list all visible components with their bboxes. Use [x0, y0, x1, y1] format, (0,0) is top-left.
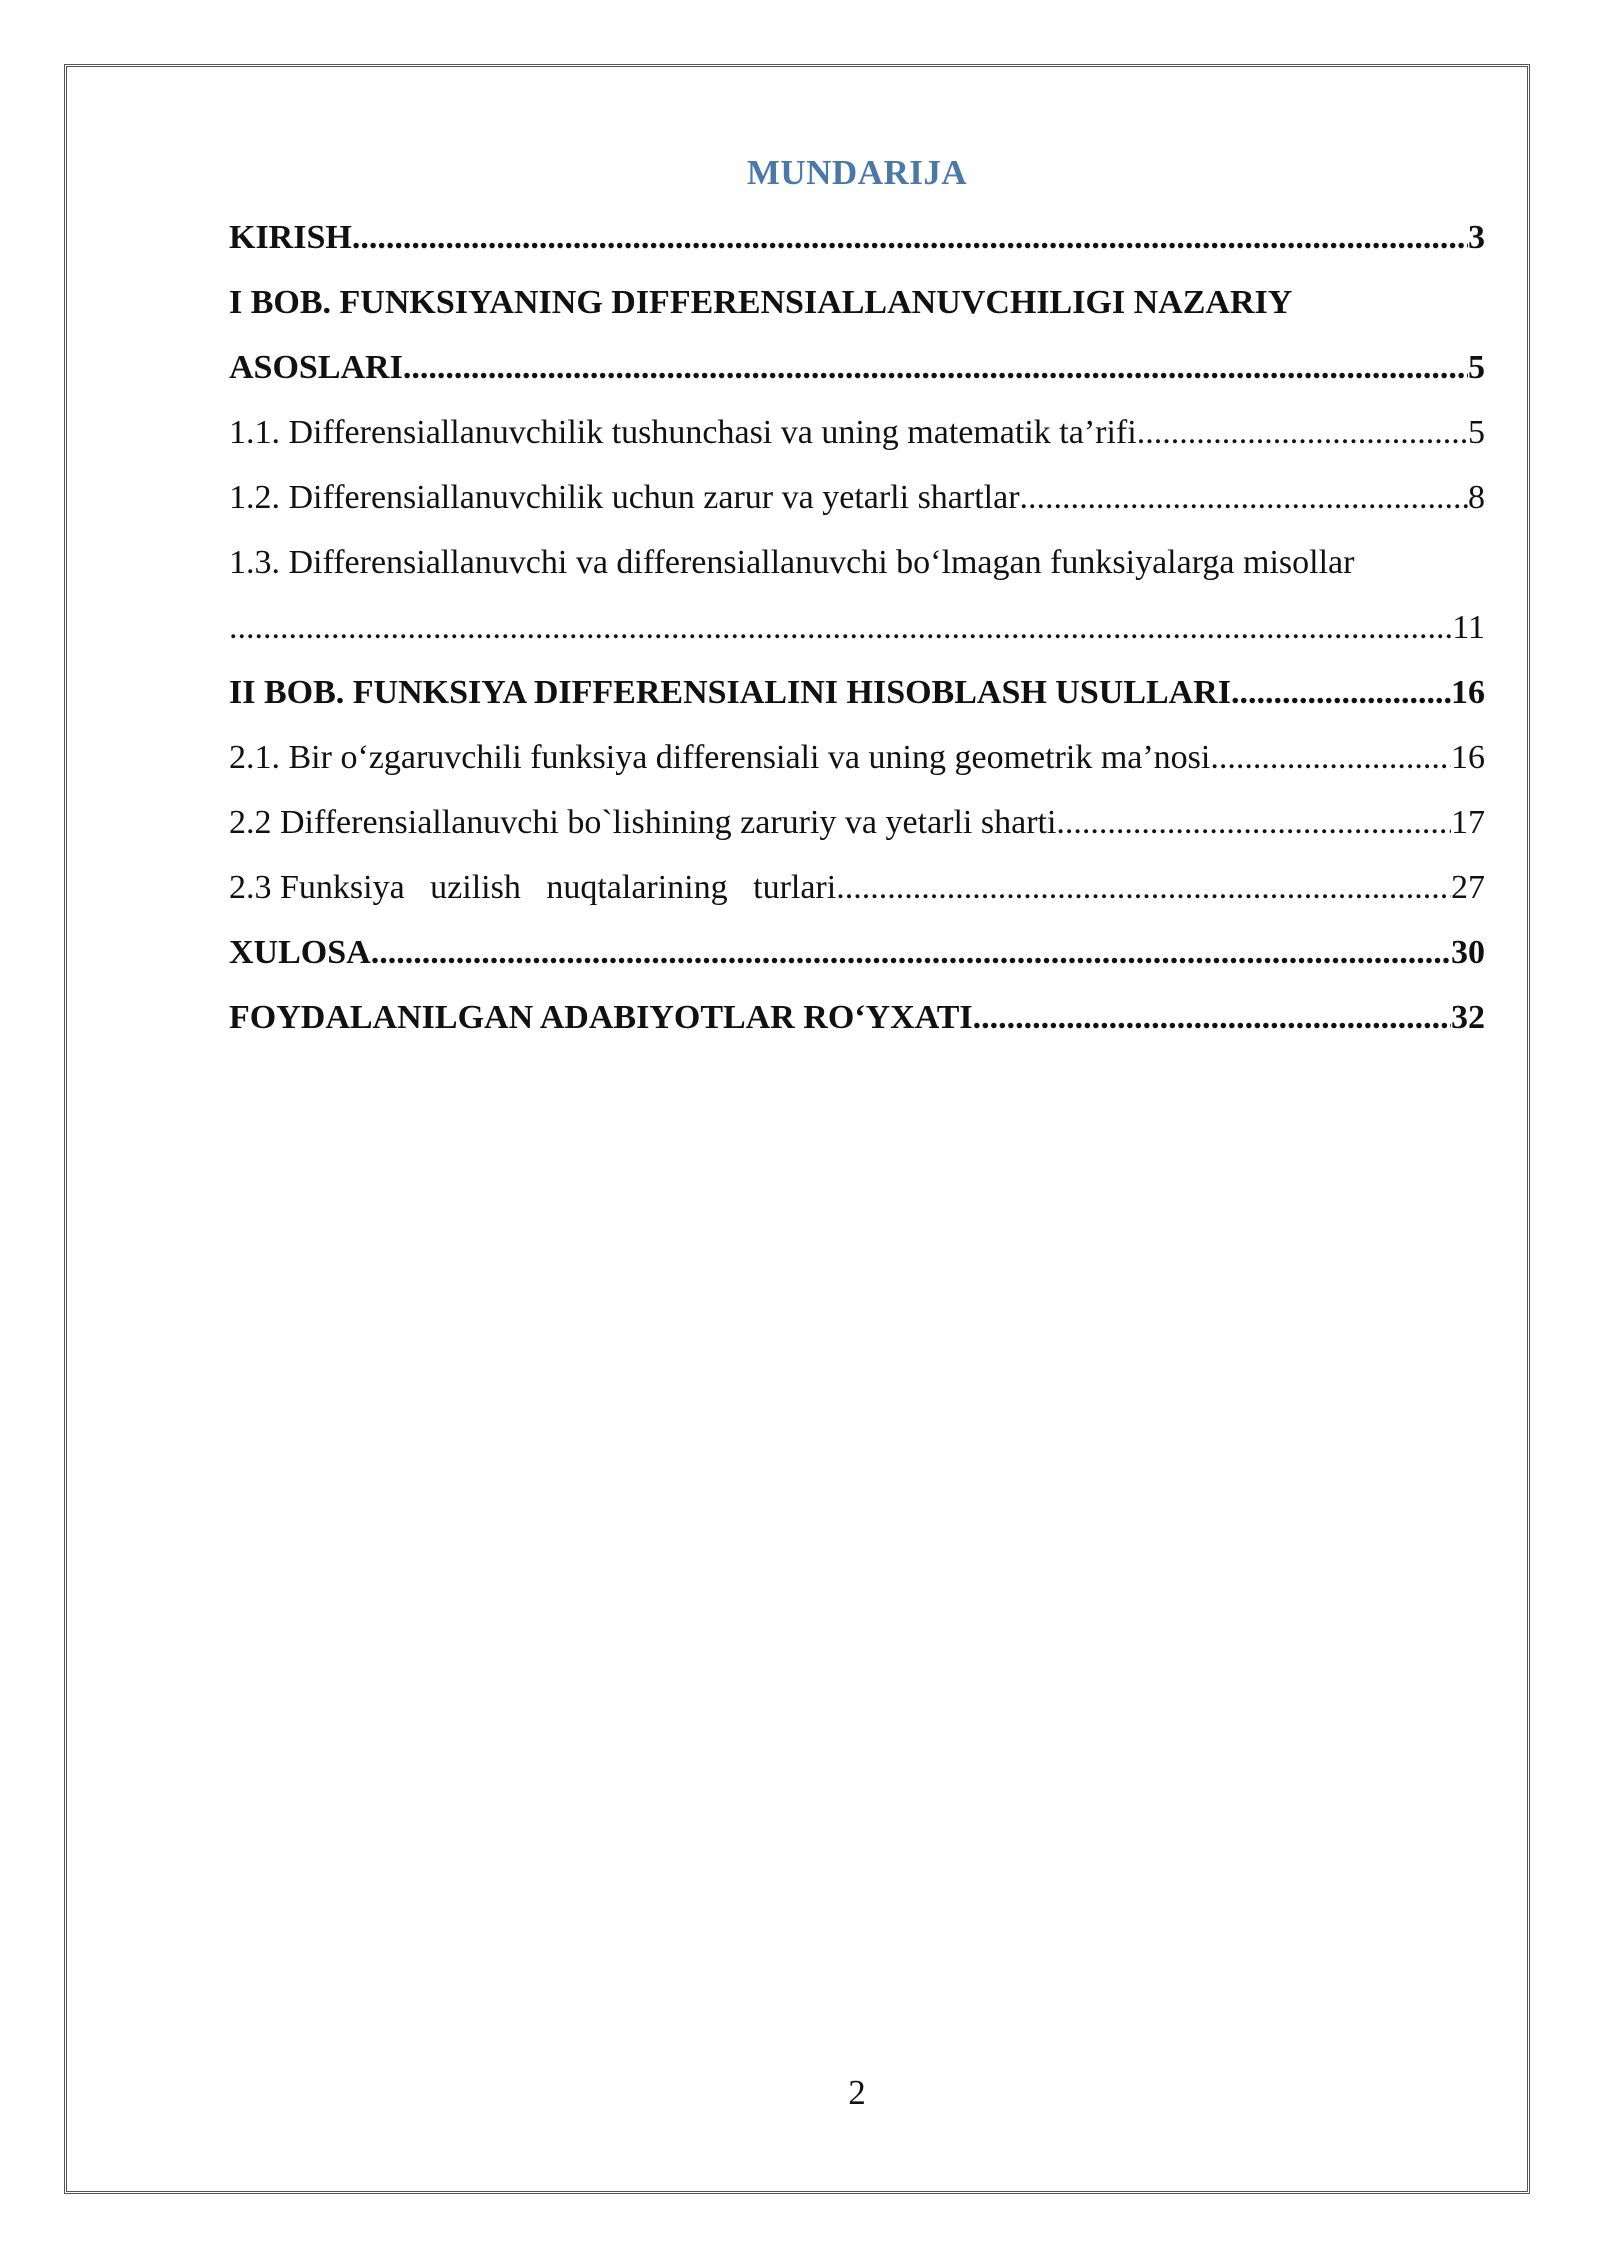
- toc-entry-text: I BOB. FUNKSIYANING DIFFERENSIALLANUVCHILIGI NAZARIY: [229, 284, 1293, 321]
- toc-entry-kirish[interactable]: [229, 213, 1485, 278]
- toc-dot-leader: [352, 213, 1468, 263]
- toc-entry-text: ASOSLARI: [229, 349, 403, 386]
- toc-title: MUNDARIJA: [746, 153, 968, 192]
- toc-entry-references[interactable]: [229, 993, 1485, 1058]
- toc-entry-text: KIRISH: [229, 219, 352, 256]
- toc-entry-page: 5: [1468, 349, 1485, 386]
- toc-entry-1-2[interactable]: [229, 473, 1485, 538]
- toc-dot-leader: [836, 863, 1451, 913]
- toc-dot-leader: [1231, 668, 1451, 718]
- toc-dot-leader: [1020, 473, 1468, 523]
- toc-entry-page: 30: [1451, 934, 1485, 971]
- toc-entry-xulosa[interactable]: [229, 928, 1485, 993]
- toc-entry-page: 11: [1452, 609, 1485, 646]
- toc-entry-1-3-continuation[interactable]: [229, 603, 1485, 668]
- toc-entry-chapter-2[interactable]: [229, 668, 1485, 733]
- toc-entry-page: 3: [1468, 219, 1485, 256]
- toc-entry-page: 32: [1451, 999, 1485, 1036]
- toc-dot-leader: [1210, 733, 1451, 783]
- toc-entry-page: 16: [1451, 739, 1485, 776]
- toc-entry-2-3[interactable]: [229, 863, 1485, 928]
- toc-entry-2-1[interactable]: [229, 733, 1485, 798]
- toc-entry-text: 1.2. Differensiallanuvchilik uchun zarur va yetarli shartlar: [229, 479, 1020, 516]
- toc-dot-leader: [1056, 798, 1451, 848]
- toc-dot-leader: [973, 993, 1451, 1043]
- toc-dot-leader: [1137, 408, 1468, 458]
- toc-dot-leader: [229, 603, 1452, 653]
- toc-entry-text: 1.1. Differensiallanuvchilik tushunchasi va uning matematik ta’rifi: [229, 414, 1137, 451]
- toc-entry-page: 17: [1451, 804, 1485, 841]
- toc-entry-chapter-1-asoslari[interactable]: [229, 343, 1485, 408]
- toc-entry-page: 8: [1468, 479, 1485, 516]
- toc-entry-1-1[interactable]: [229, 408, 1485, 473]
- toc-entry-chapter-1-title[interactable]: [229, 278, 1485, 343]
- toc-dot-leader: [371, 928, 1451, 978]
- toc-entry-text: 1.3. Differensiallanuvchi va differensiallanuvchi bo‘lmagan funksiyalarga misollar: [229, 544, 1355, 581]
- toc-entry-text: 2.2 Differensiallanuvchi bo`lishining zaruriy va yetarli sharti: [229, 804, 1057, 841]
- toc-entry-text: FOYDALANILGAN ADABIYOTLAR RO‘YXATI: [229, 999, 973, 1036]
- toc-dot-leader: [403, 343, 1468, 393]
- toc-entry-2-2[interactable]: [229, 798, 1485, 863]
- table-of-contents: [229, 213, 1485, 1058]
- toc-entry-page: 16: [1451, 674, 1485, 711]
- toc-entry-1-3[interactable]: [229, 538, 1485, 603]
- page-number: 2: [848, 2073, 866, 2112]
- toc-entry-page: 27: [1451, 869, 1485, 906]
- toc-entry-text: 2.3 Funksiya uzilish nuqtalarining turlari: [229, 869, 837, 906]
- toc-entry-text: XULOSA: [229, 934, 371, 971]
- toc-entry-page: 5: [1468, 414, 1485, 451]
- toc-entry-text: II BOB. FUNKSIYA DIFFERENSIALINI HISOBLASH USULLARI: [229, 674, 1232, 711]
- toc-entry-text: 2.1. Bir o‘zgaruvchili funksiya differensiali va uning geometrik ma’nosi: [229, 739, 1211, 776]
